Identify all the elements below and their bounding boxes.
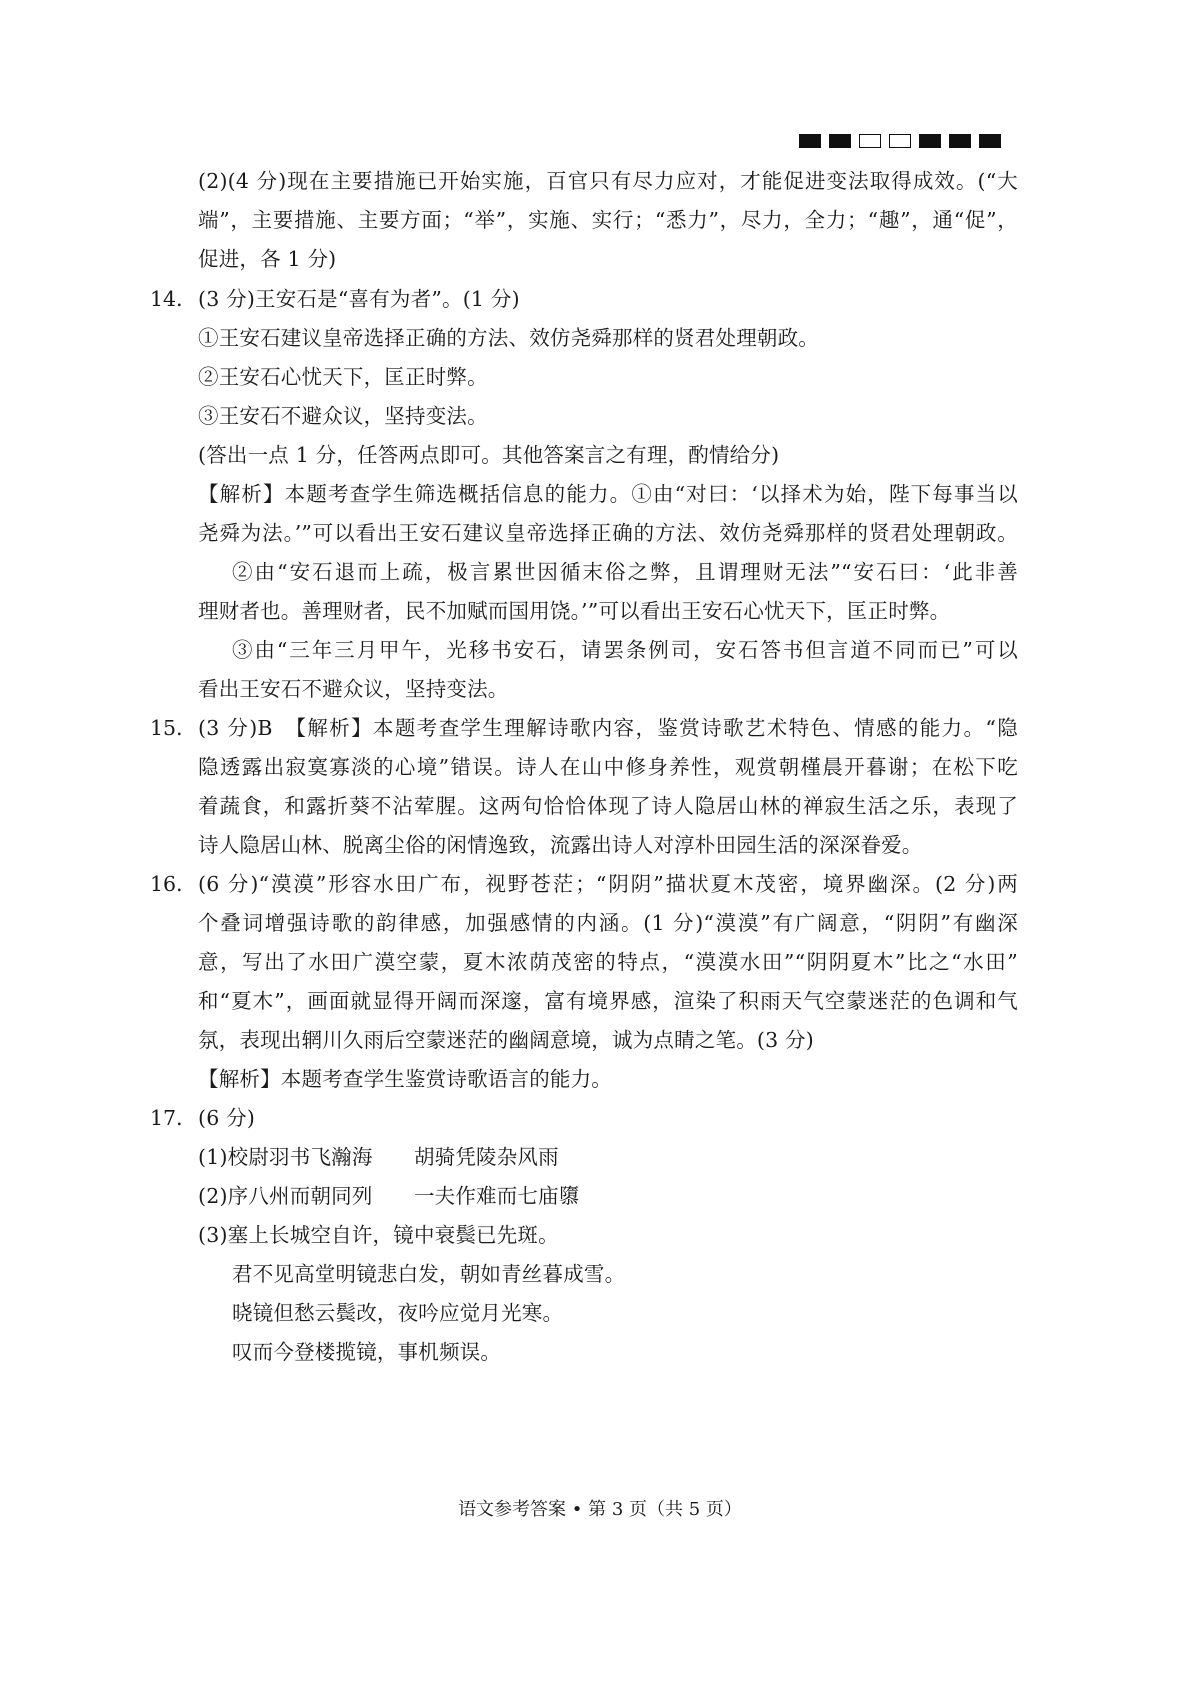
q15-line-1: (3 分)B 【解析】本题考查学生理解诗歌内容，鉴赏诗歌艺术特色、情感的能力。“隐 <box>198 716 1018 740</box>
marker-square <box>799 134 821 148</box>
q15-line-3: 着蔬食，和露折葵不沾荤腥。这两句恰恰体现了诗人隐居山林的禅寂生活之乐，表现了 <box>198 794 1018 818</box>
q13-2-line-1: (2)(4 分)现在主要措施已开始实施，百官只有尽力应对，才能促进变法取得成效。(“大 <box>198 169 1018 193</box>
q17-line-1: (6 分) <box>198 1106 256 1130</box>
q13-2-line-2: 端”，主要措施、主要方面；“举”，实施、实行；“悉力”，尽力，全力；“趣”，通“促”， <box>198 208 1018 232</box>
q17-alt-2: 晓镜但愁云鬓改，夜吟应觉月光寒。 <box>232 1301 564 1325</box>
q17-alt-1: 君不见高堂明镜悲白发，朝如青丝暮成雪。 <box>232 1262 626 1286</box>
marker-square <box>859 134 881 148</box>
q14-note: (答出一点 1 分，任答两点即可。其他答案言之有理，酌情给分) <box>198 443 780 467</box>
q17-sub-1: (1)校尉羽书飞瀚海 胡骑凭陵杂风雨 <box>198 1145 559 1169</box>
q14-line-1: (3 分)王安石是“喜有为者”。(1 分) <box>198 287 520 311</box>
marker-square <box>979 134 1001 148</box>
q16-line-5: 氛，表现出辋川久雨后空蒙迷茫的幽阔意境，诚为点睛之笔。(3 分) <box>198 1028 814 1052</box>
q17-sub-3: (3)塞上长城空自许，镜中衰鬓已先斑。 <box>198 1223 559 1247</box>
page-footer: 语文参考答案 • 第 3 页（共 5 页） <box>458 1499 742 1520</box>
q14-analysis-3: ②由“安石退而上疏，极言累世因循末俗之弊，且谓理财无法”“安石曰：‘此非善 <box>232 560 1018 584</box>
q16-number: 16． <box>150 872 197 896</box>
q14-number: 14． <box>150 287 197 311</box>
q17-sub-2: (2)序八州而朝同列 一夫作难而七庙隳 <box>198 1184 580 1208</box>
q14-point-1: ①王安石建议皇帝选择正确的方法、效仿尧舜那样的贤君处理朝政。 <box>198 326 819 350</box>
q14-point-2: ②王安石心忧天下，匡正时弊。 <box>198 365 488 389</box>
q16-analysis: 【解析】本题考查学生鉴赏诗歌语言的能力。 <box>198 1067 612 1091</box>
q14-analysis-5: ③由“三年三月甲午，光移书安石，请罢条例司，安石答书但言道不同而已”可以 <box>232 638 1018 662</box>
marker-square <box>949 134 971 148</box>
q14-analysis-1: 【解析】本题考查学生筛选概括信息的能力。①由“对曰：‘以择术为始，陛下每事当以 <box>198 482 1018 506</box>
q15-line-2: 隐透露出寂寞寡淡的心境”错误。诗人在山中修身养性，观赏朝槿晨开暮谢；在松下吃 <box>198 755 1018 779</box>
q17-number: 17． <box>150 1106 197 1130</box>
q14-analysis-6: 看出王安石不避众议，坚持变法。 <box>198 677 509 701</box>
q16-line-2: 个叠词增强诗歌的韵律感，加强感情的内涵。(1 分)“漠漠”有广阔意，“阴阴”有幽深 <box>198 911 1018 935</box>
page-marker-bar <box>799 134 1001 148</box>
q14-analysis-4: 理财者也。善理财者，民不加赋而国用饶。’”可以看出王安石心忧天下，匡正时弊。 <box>198 599 951 623</box>
q13-2-line-3: 促进，各 1 分) <box>198 247 337 271</box>
q16-line-3: 意，写出了水田广漠空蒙，夏木浓荫茂密的特点，“漠漠水田”“阴阴夏木”比之“水田” <box>198 950 1018 974</box>
q16-line-1: (6 分)“漠漠”形容水田广布，视野苍茫；“阴阴”描状夏木茂密，境界幽深。(2 分)两 <box>198 872 1018 896</box>
q15-line-4: 诗人隐居山林、脱离尘俗的闲情逸致，流露出诗人对淳朴田园生活的深深眷爱。 <box>198 833 923 857</box>
q17-alt-3: 叹而今登楼揽镜，事机频误。 <box>232 1340 502 1364</box>
q15-number: 15． <box>150 716 197 740</box>
q14-analysis-2: 尧舜为法。’”可以看出王安石建议皇帝选择正确的方法、效仿尧舜那样的贤君处理朝政。 <box>198 521 1018 545</box>
marker-square <box>919 134 941 148</box>
marker-square <box>889 134 911 148</box>
marker-square <box>829 134 851 148</box>
q14-point-3: ③王安石不避众议，坚持变法。 <box>198 404 488 428</box>
q16-line-4: 和“夏木”，画面就显得开阔而深邃，富有境界感，渲染了积雨天气空蒙迷茫的色调和气 <box>198 989 1018 1013</box>
